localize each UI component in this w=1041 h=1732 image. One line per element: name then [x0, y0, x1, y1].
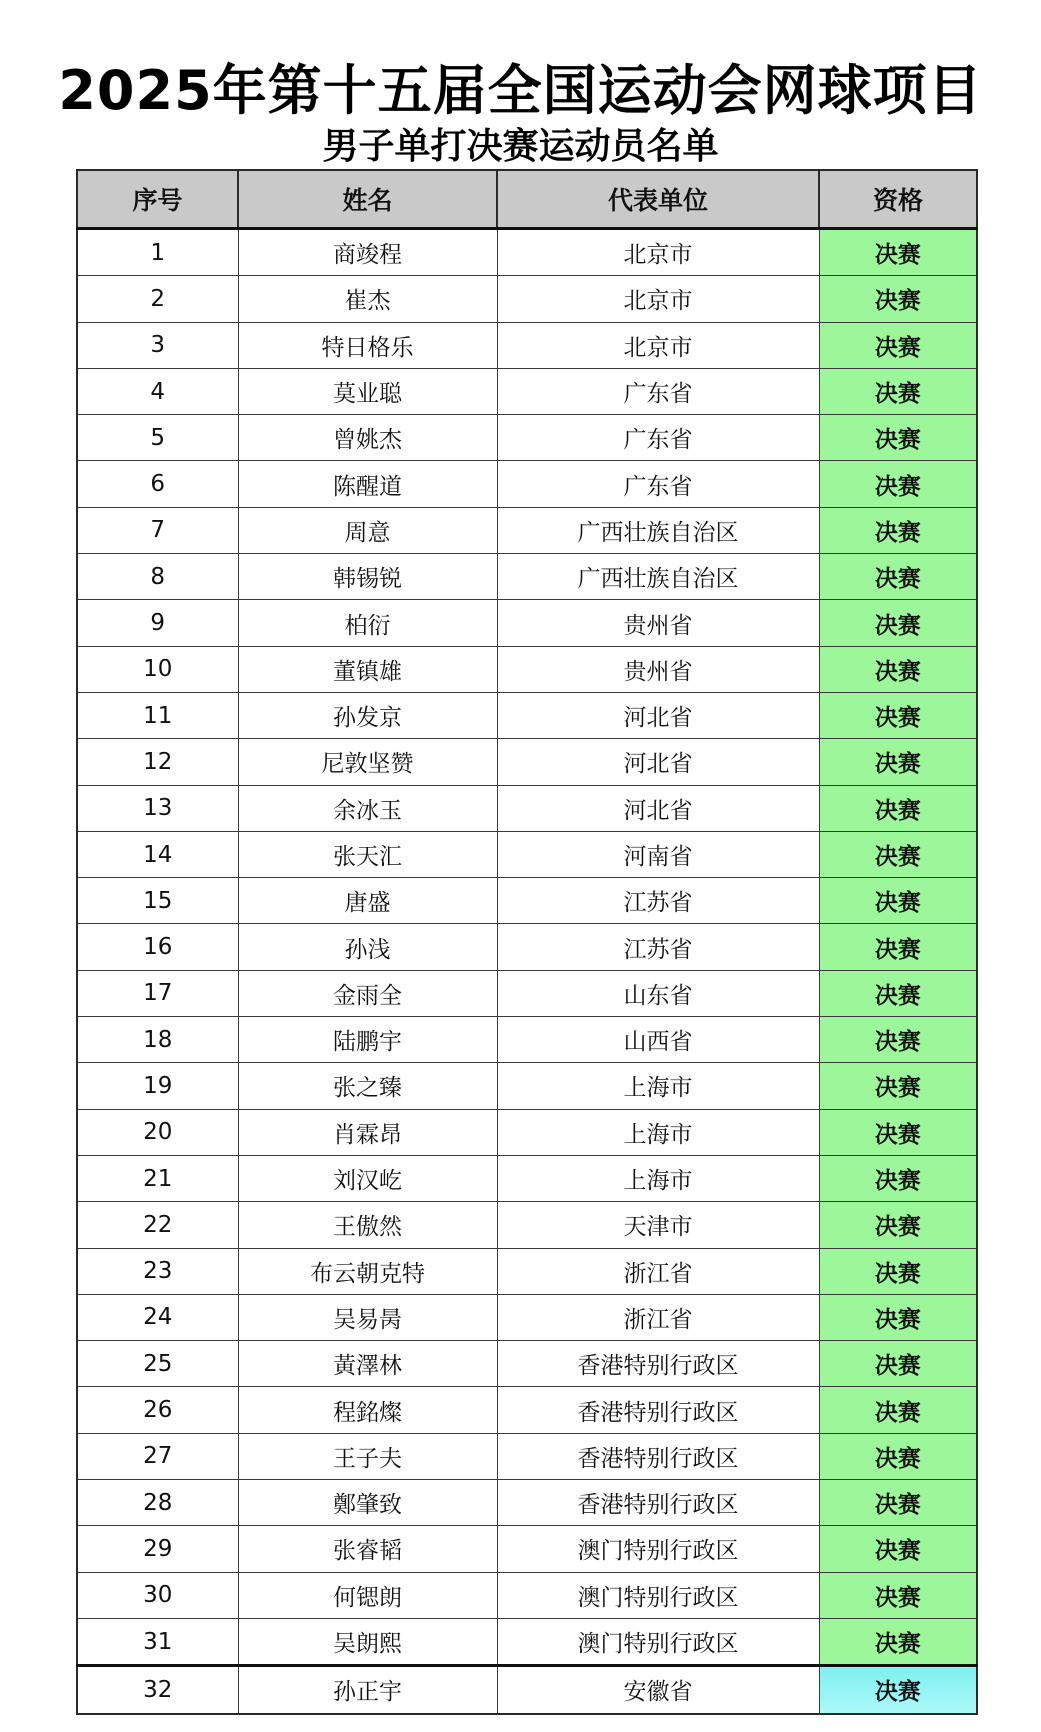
cell-no: 19	[77, 1063, 238, 1109]
cell-no: 13	[77, 785, 238, 831]
column-header-qual: 资格	[819, 170, 977, 229]
cell-qual: 决赛	[819, 1387, 977, 1433]
cell-unit: 上海市	[497, 1155, 819, 1201]
table-row	[77, 1341, 977, 1387]
table-row	[77, 229, 977, 276]
cell-no: 30	[77, 1572, 238, 1618]
cell-no: 18	[77, 1017, 238, 1063]
roster-table-body	[77, 229, 977, 1714]
cell-qual: 决赛	[819, 1572, 977, 1618]
cell-name: 陈醒道	[238, 461, 497, 507]
cell-no: 20	[77, 1109, 238, 1155]
cell-name: 刘汉屹	[238, 1155, 497, 1201]
cell-unit: 澳门特别行政区	[497, 1572, 819, 1618]
cell-qual: 决赛	[819, 1063, 977, 1109]
cell-qual: 决赛	[819, 415, 977, 461]
cell-no: 32	[77, 1666, 238, 1714]
cell-unit: 广西壮族自治区	[497, 554, 819, 600]
cell-no: 1	[77, 229, 238, 276]
table-row	[77, 1572, 977, 1618]
cell-name: 肖霖昂	[238, 1109, 497, 1155]
cell-no: 23	[77, 1248, 238, 1294]
cell-no: 31	[77, 1618, 238, 1665]
cell-qual: 决赛	[819, 1526, 977, 1572]
cell-no: 29	[77, 1526, 238, 1572]
cell-name: 布云朝克特	[238, 1248, 497, 1294]
cell-no: 17	[77, 970, 238, 1016]
table-row	[77, 1063, 977, 1109]
roster-table-container	[76, 169, 976, 1715]
cell-name: 金雨全	[238, 970, 497, 1016]
cell-no: 21	[77, 1155, 238, 1201]
cell-qual: 决赛	[819, 1618, 977, 1665]
cell-unit: 北京市	[497, 322, 819, 368]
cell-no: 26	[77, 1387, 238, 1433]
cell-name: 韩锡锐	[238, 554, 497, 600]
table-row	[77, 461, 977, 507]
cell-qual: 决赛	[819, 785, 977, 831]
cell-unit: 河北省	[497, 739, 819, 785]
roster-table	[76, 169, 978, 1715]
cell-no: 3	[77, 322, 238, 368]
cell-no: 14	[77, 831, 238, 877]
cell-unit: 山东省	[497, 970, 819, 1016]
cell-unit: 河南省	[497, 831, 819, 877]
table-row	[77, 507, 977, 553]
cell-no: 2	[77, 276, 238, 322]
cell-no: 5	[77, 415, 238, 461]
cell-name: 孙发京	[238, 692, 497, 738]
cell-name: 吴朗熙	[238, 1618, 497, 1665]
cell-name: 何锶朗	[238, 1572, 497, 1618]
cell-no: 8	[77, 554, 238, 600]
page-title: 2025年第十五届全国运动会网球项目	[58, 59, 983, 122]
cell-qual: 决赛	[819, 600, 977, 646]
cell-unit: 天津市	[497, 1202, 819, 1248]
cell-name: 张天汇	[238, 831, 497, 877]
table-row	[77, 878, 977, 924]
cell-unit: 安徽省	[497, 1666, 819, 1714]
table-row	[77, 970, 977, 1016]
cell-qual: 决赛	[819, 739, 977, 785]
cell-qual: 决赛	[819, 368, 977, 414]
cell-qual: 决赛	[819, 831, 977, 877]
cell-name: 商竣程	[238, 229, 497, 276]
cell-qual: 决赛	[819, 322, 977, 368]
cell-no: 9	[77, 600, 238, 646]
cell-name: 莫业聪	[238, 368, 497, 414]
table-header-row	[77, 170, 977, 229]
cell-qual: 决赛	[819, 229, 977, 276]
table-row	[77, 1017, 977, 1063]
cell-qual: 决赛	[819, 1480, 977, 1526]
table-row	[77, 600, 977, 646]
table-row	[77, 1109, 977, 1155]
cell-name: 余冰玉	[238, 785, 497, 831]
cell-no: 27	[77, 1433, 238, 1479]
table-row	[77, 831, 977, 877]
cell-unit: 河北省	[497, 692, 819, 738]
table-row	[77, 785, 977, 831]
cell-name: 程銘燦	[238, 1387, 497, 1433]
cell-name: 曾姚杰	[238, 415, 497, 461]
table-row	[77, 1248, 977, 1294]
cell-name: 孙正宇	[238, 1666, 497, 1714]
cell-unit: 澳门特别行政区	[497, 1526, 819, 1572]
cell-unit: 上海市	[497, 1109, 819, 1155]
cell-unit: 河北省	[497, 785, 819, 831]
cell-unit: 广东省	[497, 368, 819, 414]
cell-qual: 决赛	[819, 878, 977, 924]
cell-no: 7	[77, 507, 238, 553]
cell-qual: 决赛	[819, 1341, 977, 1387]
table-row	[77, 415, 977, 461]
cell-name: 孙浅	[238, 924, 497, 970]
cell-no: 24	[77, 1294, 238, 1340]
table-row	[77, 554, 977, 600]
cell-no: 6	[77, 461, 238, 507]
table-row	[77, 1294, 977, 1340]
cell-qual: 决赛	[819, 692, 977, 738]
cell-qual: 决赛	[819, 646, 977, 692]
table-row	[77, 739, 977, 785]
cell-unit: 贵州省	[497, 600, 819, 646]
cell-qual: 决赛	[819, 1109, 977, 1155]
cell-name: 张睿韬	[238, 1526, 497, 1572]
cell-unit: 江苏省	[497, 878, 819, 924]
table-row	[77, 1618, 977, 1665]
cell-qual: 决赛	[819, 1294, 977, 1340]
table-row	[77, 322, 977, 368]
table-row	[77, 924, 977, 970]
table-row	[77, 1202, 977, 1248]
cell-name: 王子夫	[238, 1433, 497, 1479]
cell-name: 周意	[238, 507, 497, 553]
cell-no: 10	[77, 646, 238, 692]
cell-qual: 决赛	[819, 276, 977, 322]
cell-no: 25	[77, 1341, 238, 1387]
cell-unit: 北京市	[497, 229, 819, 276]
cell-name: 鄭肇致	[238, 1480, 497, 1526]
cell-no: 12	[77, 739, 238, 785]
cell-qual: 决赛	[819, 1248, 977, 1294]
cell-no: 11	[77, 692, 238, 738]
cell-no: 16	[77, 924, 238, 970]
cell-name: 陆鹏宇	[238, 1017, 497, 1063]
cell-unit: 香港特别行政区	[497, 1341, 819, 1387]
table-row	[77, 1480, 977, 1526]
cell-unit: 贵州省	[497, 646, 819, 692]
cell-unit: 香港特别行政区	[497, 1480, 819, 1526]
cell-no: 28	[77, 1480, 238, 1526]
cell-qual: 决赛	[819, 1017, 977, 1063]
cell-qual: 决赛	[819, 970, 977, 1016]
cell-unit: 澳门特别行政区	[497, 1618, 819, 1665]
table-row	[77, 1526, 977, 1572]
cell-qual: 决赛	[819, 924, 977, 970]
cell-unit: 浙江省	[497, 1248, 819, 1294]
table-row	[77, 1387, 977, 1433]
cell-no: 4	[77, 368, 238, 414]
table-row	[77, 1666, 977, 1714]
cell-qual: 决赛	[819, 554, 977, 600]
cell-no: 15	[77, 878, 238, 924]
cell-name: 唐盛	[238, 878, 497, 924]
cell-unit: 北京市	[497, 276, 819, 322]
cell-name: 吴易昺	[238, 1294, 497, 1340]
cell-qual: 决赛	[819, 1666, 977, 1714]
cell-qual: 决赛	[819, 1202, 977, 1248]
cell-name: 尼敦坚赞	[238, 739, 497, 785]
table-row	[77, 1155, 977, 1201]
cell-unit: 江苏省	[497, 924, 819, 970]
table-row	[77, 276, 977, 322]
table-row	[77, 646, 977, 692]
cell-no: 22	[77, 1202, 238, 1248]
cell-unit: 广东省	[497, 461, 819, 507]
cell-name: 黃澤林	[238, 1341, 497, 1387]
cell-name: 董镇雄	[238, 646, 497, 692]
cell-unit: 香港特别行政区	[497, 1387, 819, 1433]
cell-name: 特日格乐	[238, 322, 497, 368]
cell-name: 张之臻	[238, 1063, 497, 1109]
column-header-no: 序号	[77, 170, 238, 229]
cell-unit: 浙江省	[497, 1294, 819, 1340]
cell-qual: 决赛	[819, 507, 977, 553]
cell-unit: 广东省	[497, 415, 819, 461]
cell-qual: 决赛	[819, 1433, 977, 1479]
cell-unit: 广西壮族自治区	[497, 507, 819, 553]
cell-unit: 香港特别行政区	[497, 1433, 819, 1479]
table-row	[77, 1433, 977, 1479]
cell-qual: 决赛	[819, 461, 977, 507]
cell-qual: 决赛	[819, 1155, 977, 1201]
cell-unit: 上海市	[497, 1063, 819, 1109]
table-row	[77, 692, 977, 738]
table-row	[77, 368, 977, 414]
cell-name: 崔杰	[238, 276, 497, 322]
column-header-unit: 代表单位	[497, 170, 819, 229]
cell-name: 柏衍	[238, 600, 497, 646]
page-subtitle: 男子单打决赛运动员名单	[322, 126, 719, 167]
cell-name: 王傲然	[238, 1202, 497, 1248]
column-header-name: 姓名	[238, 170, 497, 229]
cell-unit: 山西省	[497, 1017, 819, 1063]
